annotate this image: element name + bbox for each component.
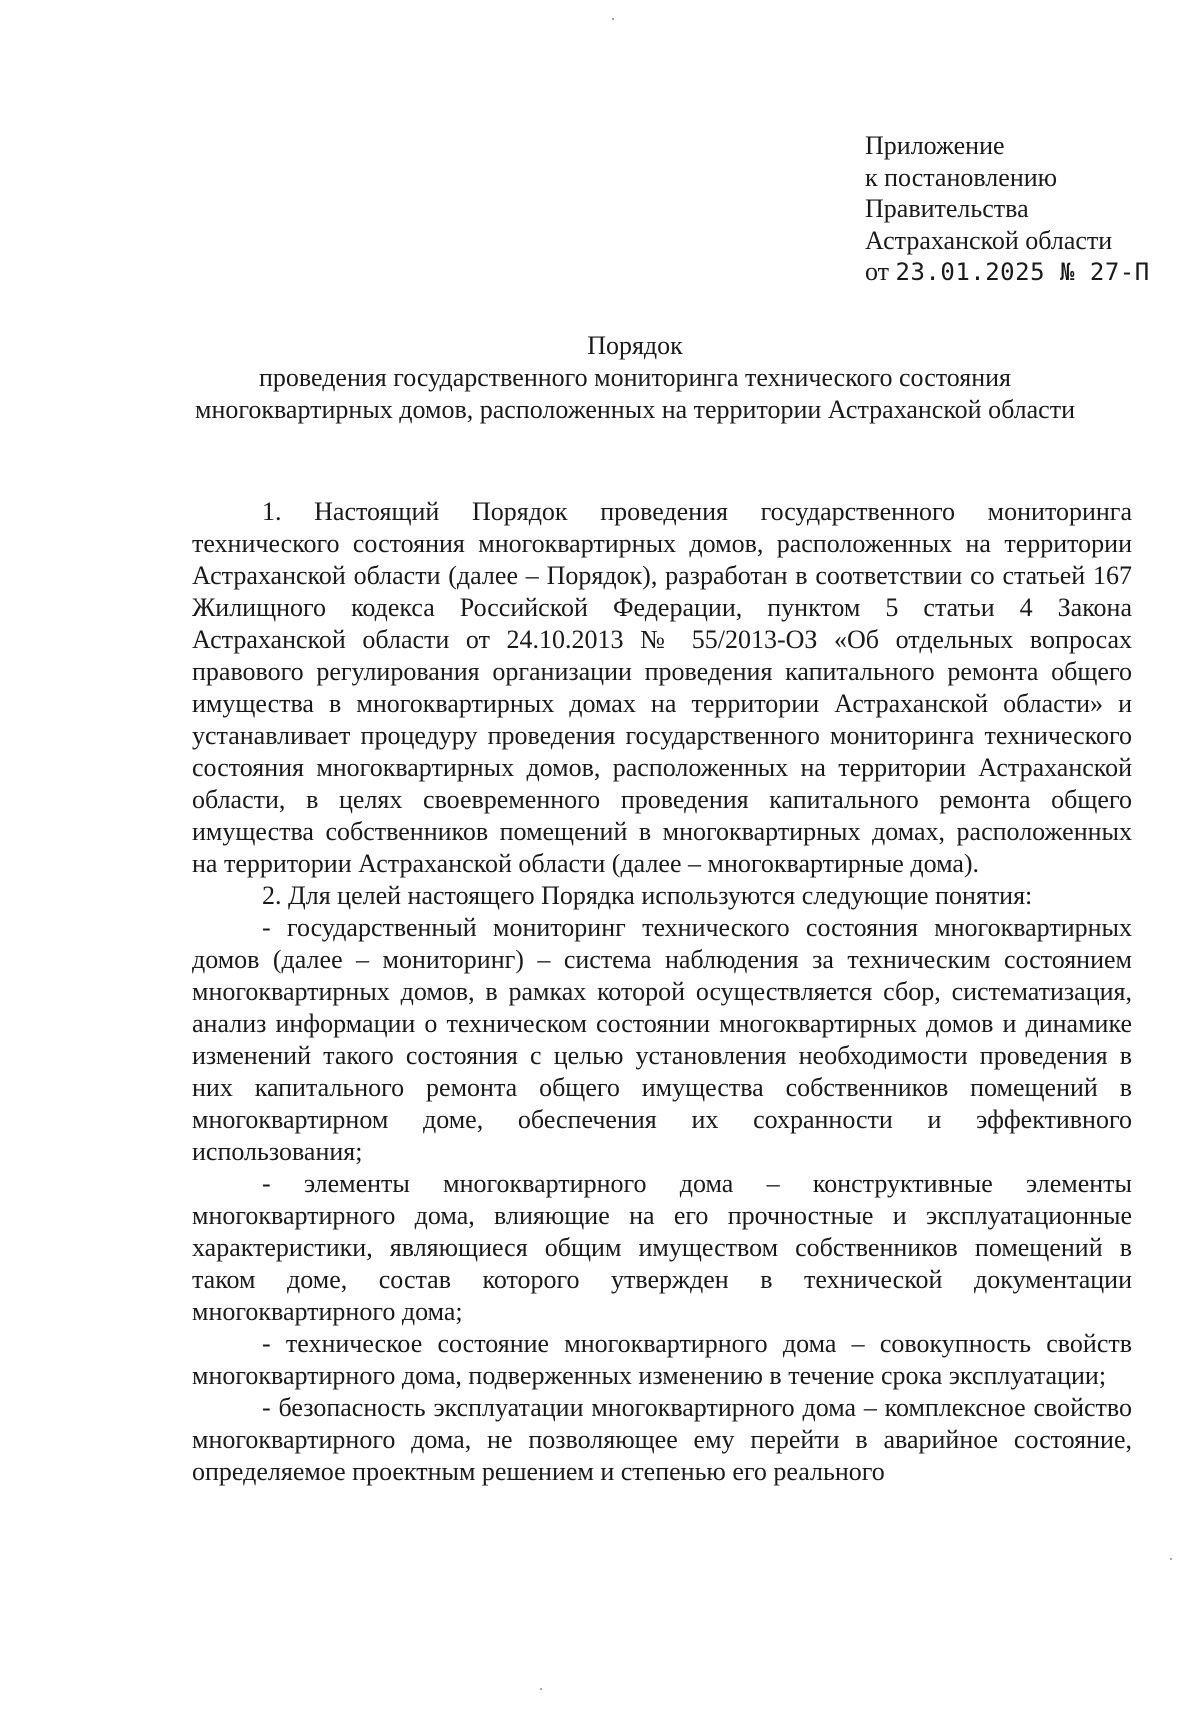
definition-monitoring: - государственный мониторинг технического состояния многоквартирных домов (далее – мониторинг) – система наблюдения за техническим состоянием многоквартирных домов, в рамках которой осуществляется сбор, систематизация, анализ информации о техническом состоянии многоквартирных домов и динамике изменений такого состояния с целью установления необходимости проведения в них капитального ремонта общего имущества собственников помещений в многоквартирном доме, обеспечения их сохранности и эффективного использования; [192,913,1132,1166]
definition-technical-state: - техническое состояние многоквартирного дома – совокупность свойств многоквартирного дома, подверженных изменению в течение срока эксплуатации; [192,1329,1132,1390]
approval-line-appendix: Приложение [865,131,1005,160]
paragraph-1: 1. Настоящий Порядок проведения государственного мониторинга технического состояния многоквартирных домов, расположенных на территории Астраханской области (далее – Порядок), разработан в соответствии со статьей 167 Жилищного кодекса Российской Федерации, пунктом 5 статьи 4 Закона Астраханской области от 24.10.2013 № 55/2013-ОЗ «Об отдельных вопросах правового регулирования организации проведения капитального ремонта общего имущества в многоквартирных домах на территории Астраханской области» и устанавливает процедуру проведения государственного мониторинга технического состояния многоквартирных домов, расположенных на территории Астраханской области, в целях своевременного проведения капитального ремонта общего имущества собственников помещений в многоквартирных домах, расположенных на территории Астраханской области (далее – многоквартирные дома). [192,497,1132,878]
paragraph-2: 2. Для целей настоящего Порядка используются следующие понятия: [262,881,1033,910]
definition-safety: - безопасность эксплуатации многоквартирного дома – комплексное свойство многоквартирного дома, не позволяющее ему перейти в аварийное состояние, определяемое проектным решением и степенью его реального [192,1393,1132,1486]
definition-elements: - элементы многоквартирного дома – конструктивные элементы многоквартирного дома, влияющие на его прочностные и эксплуатационные характеристики, являющиеся общим имуществом собственников помещений в таком доме, состав которого утвержден в технической документации многоквартирного дома; [192,1169,1132,1326]
title-subheading: проведения государственного мониторинга технического состояния многоквартирных домов, расположенных на территории Астраханской области [194,363,1075,424]
scan-speck [612,18,614,20]
approval-line-government: Правительства [865,194,1029,223]
approval-date-line [865,256,1165,289]
approval-stamp [865,130,1165,289]
approval-line-resolution: к постановлению [865,162,1058,192]
approval-line-region: Астраханской области [865,225,1113,255]
scan-speck [1170,1558,1172,1560]
approval-date-prefix: от [865,257,890,286]
document-body [192,496,1132,1488]
title-heading: Порядок [587,331,683,360]
scan-speck [540,1688,542,1690]
document-title [190,330,1080,426]
approval-date-number: 23.01.2025 № 27-П [895,258,1150,286]
